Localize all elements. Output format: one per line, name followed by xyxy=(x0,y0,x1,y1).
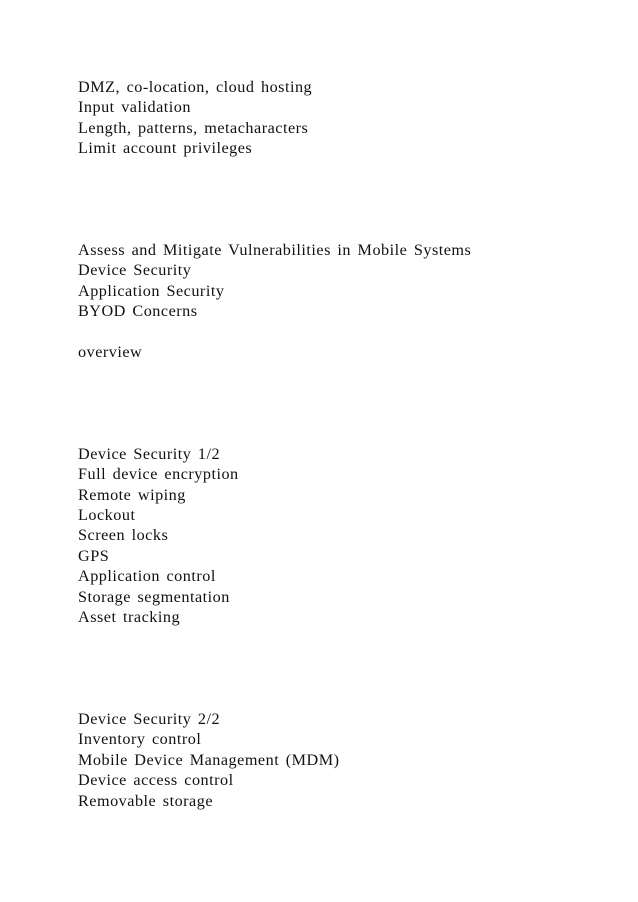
text-line: Lockout xyxy=(78,506,136,524)
text-line: Mobile Device Management (MDM) xyxy=(78,751,340,769)
section-heading: Device Security 1/2 xyxy=(78,445,221,463)
text-line: Screen locks xyxy=(78,526,169,544)
text-line: Removable storage xyxy=(78,792,214,810)
text-line: Input validation xyxy=(78,98,191,116)
text-line: Asset tracking xyxy=(78,608,181,626)
text-line: Storage segmentation xyxy=(78,588,230,606)
text-line: Remote wiping xyxy=(78,486,186,504)
text-line: Full device encryption xyxy=(78,465,239,483)
text-line: Application control xyxy=(78,567,216,585)
text-line: BYOD Concerns xyxy=(78,302,198,320)
text-line: GPS xyxy=(78,547,110,565)
section-heading: Device Security 2/2 xyxy=(78,710,221,728)
text-line: Device Security xyxy=(78,261,192,279)
section-footer: overview xyxy=(78,343,143,361)
text-line: DMZ, co-location, cloud hosting xyxy=(78,78,313,96)
text-line: Length, patterns, metacharacters xyxy=(78,119,309,137)
text-line: Limit account privileges xyxy=(78,139,253,157)
text-line: Device access control xyxy=(78,771,234,789)
text-line: Inventory control xyxy=(78,730,202,748)
section-heading: Assess and Mitigate Vulnerabilities in Mobile Systems xyxy=(78,241,472,259)
text-line: Application Security xyxy=(78,282,225,300)
